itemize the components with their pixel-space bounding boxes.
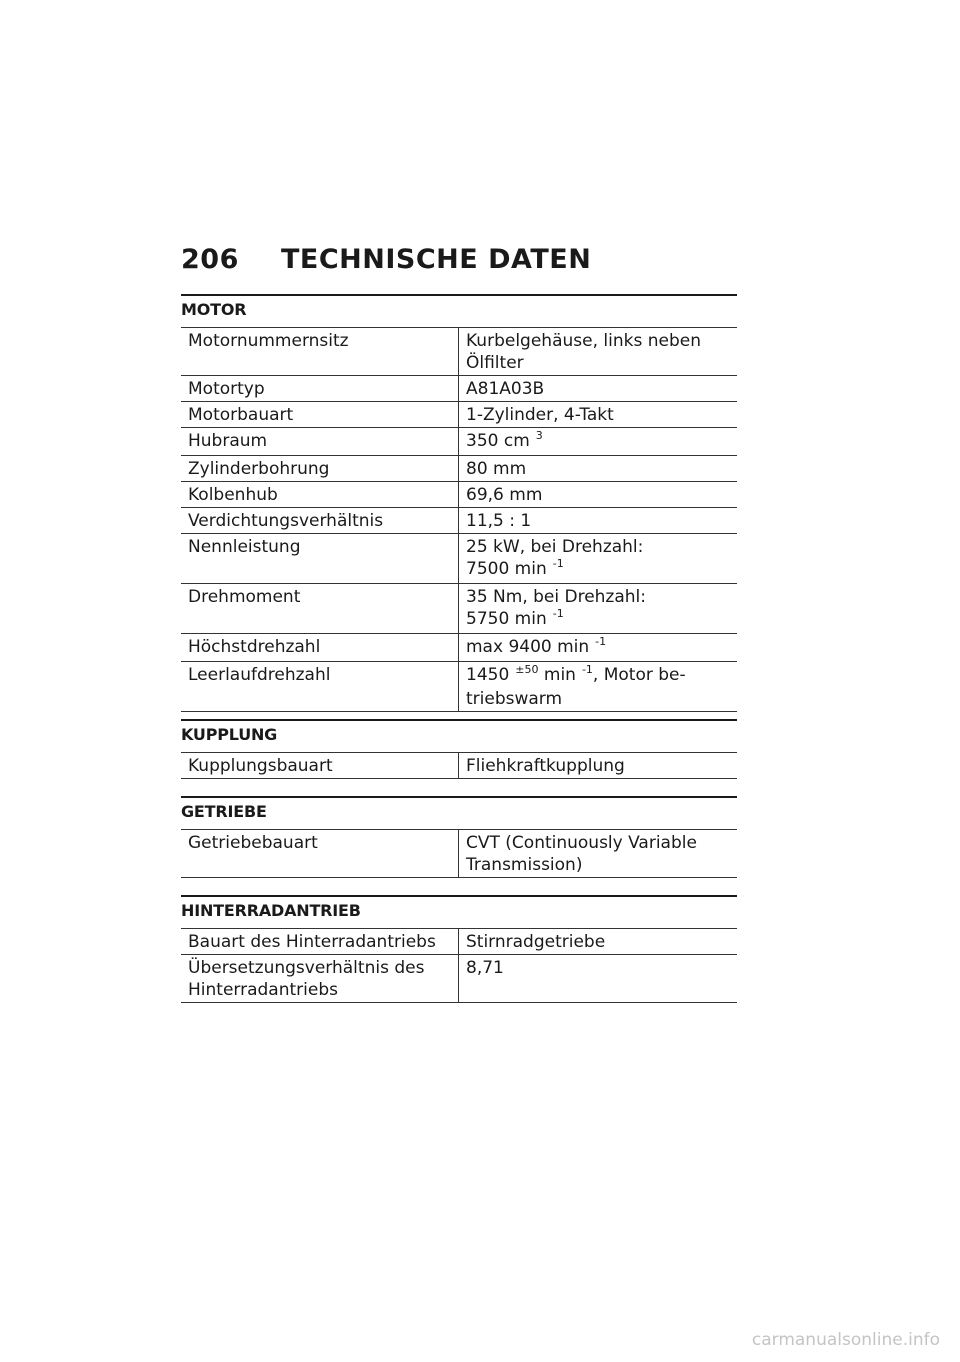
value-line: 35 Nm, bei Drehzahl: [466,587,647,607]
row-label: Verdichtungsverhältnis [181,508,459,534]
table-row [181,456,737,482]
section-motor [181,294,737,712]
table-row [181,662,737,712]
section-title-hinterradantrieb: HINTERRADANTRIEB [181,895,737,928]
value-text: , Motor betriebswarm [466,665,686,709]
watermark: carmanualsonline.info [751,1330,940,1350]
row-value: 1-Zylinder, 4-Takt [459,402,738,428]
table-row [181,584,737,634]
section-title-motor: MOTOR [181,294,737,327]
table-row [181,830,737,878]
row-label: Hubraum [181,428,459,456]
value-line [466,558,731,582]
section-hinterradantrieb [181,895,737,1003]
section-title-kupplung: KUPPLUNG [181,719,737,752]
row-label: Zylinderbohrung [181,456,459,482]
section-getriebe [181,796,737,878]
page-header [181,244,737,275]
row-label: Motornummernsitz [181,328,459,376]
value-line [466,608,731,632]
row-label: Getriebebauart [181,830,459,878]
superscript: ±50 [515,663,539,676]
row-value: 11,5 : 1 [459,508,738,534]
row-label: Höchstdrehzahl [181,634,459,662]
value-text: min [543,665,576,685]
row-value: CVT (Continuously Variable Transmission) [459,830,738,878]
value-text: 7500 min [466,559,547,579]
row-label: Kupplungsbauart [181,753,459,779]
page-number: 206 [181,244,239,275]
table-row [181,634,737,662]
row-value: 69,6 mm [459,482,738,508]
superscript: -1 [581,663,593,676]
table-row [181,955,737,1003]
page-title: TECHNISCHE DATEN [281,244,592,275]
table-row [181,376,737,402]
table-row [181,328,737,376]
value-text: max 9400 min [466,637,590,657]
value-text: 5750 min [466,609,547,629]
row-value [459,428,738,456]
table-row [181,929,737,955]
motor-table [181,327,737,712]
table-row [181,534,737,584]
row-label: Motortyp [181,376,459,402]
row-value: 8,71 [459,955,738,1003]
row-label: Kolbenhub [181,482,459,508]
row-label: Motorbauart [181,402,459,428]
table-row [181,753,737,779]
row-value [459,662,738,712]
section-title-getriebe: GETRIEBE [181,796,737,829]
value-text: 350 cm [466,431,530,451]
row-label: Drehmoment [181,584,459,634]
row-label: Nennleistung [181,534,459,584]
section-kupplung [181,719,737,779]
row-label: Leerlaufdrehzahl [181,662,459,712]
superscript: -1 [552,607,564,620]
row-label: Übersetzungsverhältnis des Hinterradantriebs [181,955,459,1003]
value-line: 25 kW, bei Drehzahl: [466,537,644,557]
row-value [459,634,738,662]
kupplung-table [181,752,737,779]
row-value [459,534,738,584]
superscript: -1 [595,635,607,648]
table-row [181,482,737,508]
row-value: A81A03B [459,376,738,402]
row-value [459,584,738,634]
table-row [181,402,737,428]
getriebe-table [181,829,737,878]
row-label: Bauart des Hinterradantriebs [181,929,459,955]
superscript: 3 [535,429,543,442]
table-row [181,508,737,534]
value-text: 1450 [466,665,510,685]
superscript: -1 [552,557,564,570]
row-value: 80 mm [459,456,738,482]
row-value: Fliehkraftkupplung [459,753,738,779]
table-row [181,428,737,456]
hinterradantrieb-table [181,928,737,1003]
row-value: Kurbelgehäuse, links neben Ölfilter [459,328,738,376]
row-value: Stirnradgetriebe [459,929,738,955]
